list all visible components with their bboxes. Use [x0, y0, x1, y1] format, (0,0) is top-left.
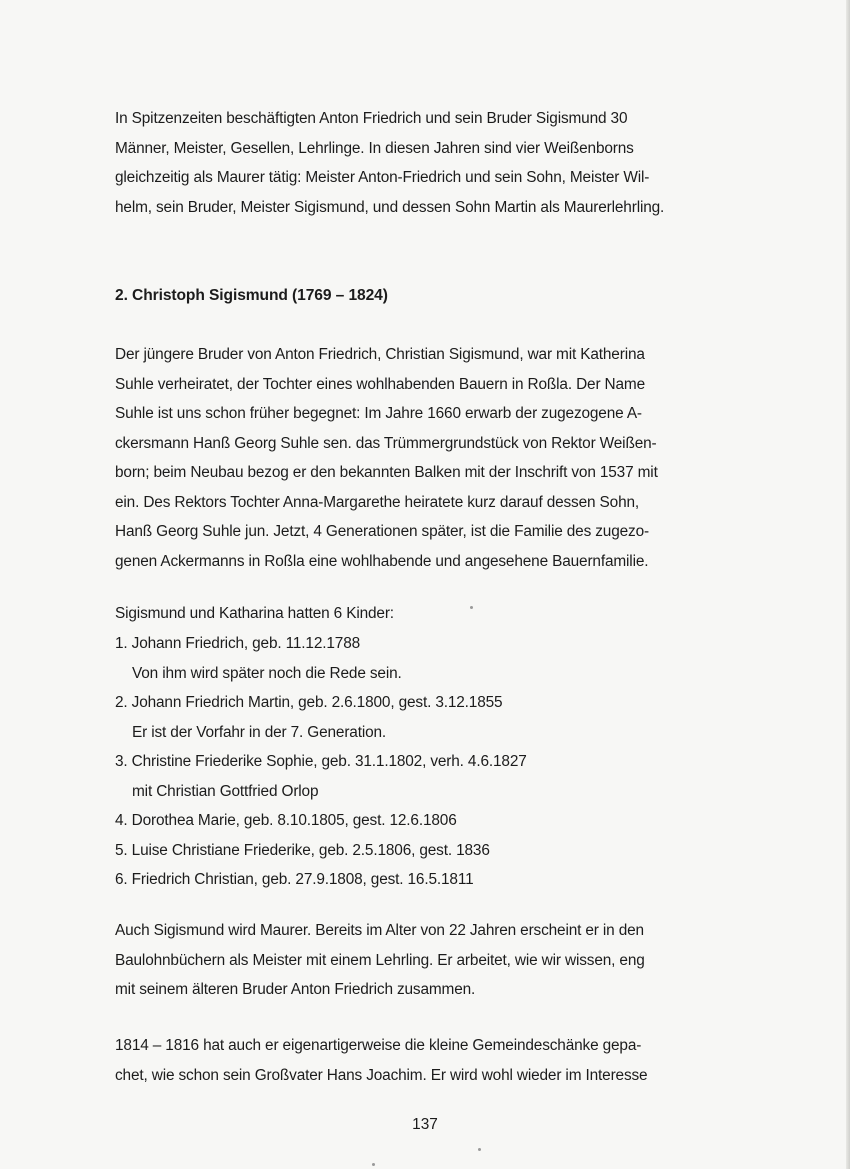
text-line: Auch Sigismund wird Maurer. Bereits im Alter von 22 Jahren erscheint er in den — [115, 922, 644, 939]
text-line: helm, sein Bruder, Meister Sigismund, und dessen Sohn Martin als Maurerlehrling. — [115, 198, 665, 216]
text-line: mit seinem älteren Bruder Anton Friedrich zusammen. — [115, 981, 476, 998]
scan-speck — [372, 1163, 375, 1166]
paragraph-suhle-family — [115, 340, 735, 576]
list-item-note: mit Christian Gottfried Orlop — [132, 782, 319, 800]
text-line: 1814 – 1816 hat auch er eigenartigerweise die kleine Gemeindeschänke gepa- — [115, 1037, 642, 1054]
list-item: 3. Christine Friederike Sophie, geb. 31.1.1802, verh. 4.6.1827 — [115, 753, 527, 770]
text-line: In Spitzenzeiten beschäftigten Anton Friedrich und sein Bruder Sigismund 30 — [115, 110, 628, 127]
scan-speck — [478, 1148, 481, 1151]
text-line: Hanß Georg Suhle jun. Jetzt, 4 Generationen später, ist die Familie des zugezo- — [115, 523, 649, 540]
section-heading: 2. Christoph Sigismund (1769 – 1824) — [115, 287, 388, 304]
list-item: 2. Johann Friedrich Martin, geb. 2.6.1800, gest. 3.12.1855 — [115, 694, 503, 711]
text-line: Baulohnbüchern als Meister mit einem Lehrling. Er arbeitet, wie wir wissen, eng — [115, 951, 645, 969]
text-line: Der jüngere Bruder von Anton Friedrich, Christian Sigismund, war mit Katherina — [115, 346, 645, 363]
text-line: ein. Des Rektors Tochter Anna-Margarethe heiratete kurz darauf dessen Sohn, — [115, 493, 640, 511]
paragraph-tavern — [115, 1031, 735, 1090]
text-line: chet, wie schon sein Großvater Hans Joachim. Er wird wohl wieder im Interesse — [115, 1066, 648, 1084]
text-line: Suhle ist uns schon früher begegnet: Im Jahre 1660 erwarb der zugezogene A- — [115, 405, 642, 422]
children-intro — [115, 599, 735, 629]
text-line: Sigismund und Katharina hatten 6 Kinder: — [115, 605, 394, 622]
list-item-note: Er ist der Vorfahr in der 7. Generation. — [132, 723, 387, 741]
list-item: 4. Dorothea Marie, geb. 8.10.1805, gest. 12.6.1806 — [115, 812, 457, 829]
page-number: 137 — [412, 1116, 438, 1133]
text-line: gleichzeitig als Maurer tätig: Meister Anton-Friedrich und sein Sohn, Meister Wil- — [115, 169, 650, 186]
text-line: genen Ackermanns in Roßla eine wohlhabende und angesehene Bauernfamilie. — [115, 552, 649, 570]
paragraph-workforce — [115, 104, 735, 222]
list-item: 6. Friedrich Christian, geb. 27.9.1808, gest. 16.5.1811 — [115, 871, 474, 888]
list-item: 1. Johann Friedrich, geb. 11.12.1788 — [115, 635, 361, 652]
children-list — [115, 629, 735, 895]
scan-edge — [846, 0, 850, 1169]
text-line: ckersmann Hanß Georg Suhle sen. das Trümmergrundstück von Rektor Weißen- — [115, 434, 657, 452]
list-item: 5. Luise Christiane Friederike, geb. 2.5.1806, gest. 1836 — [115, 841, 490, 859]
list-item-note: Von ihm wird später noch die Rede sein. — [132, 664, 402, 682]
text-line: Männer, Meister, Gesellen, Lehrlinge. In diesen Jahren sind vier Weißenborns — [115, 139, 634, 157]
text-line: born; beim Neubau bezog er den bekannten Balken mit der Inschrift von 1537 mit — [115, 464, 658, 481]
paragraph-mason — [115, 916, 735, 1005]
text-line: Suhle verheiratet, der Tochter eines wohlhabenden Bauern in Roßla. Der Name — [115, 375, 646, 393]
scan-speck — [470, 606, 473, 609]
